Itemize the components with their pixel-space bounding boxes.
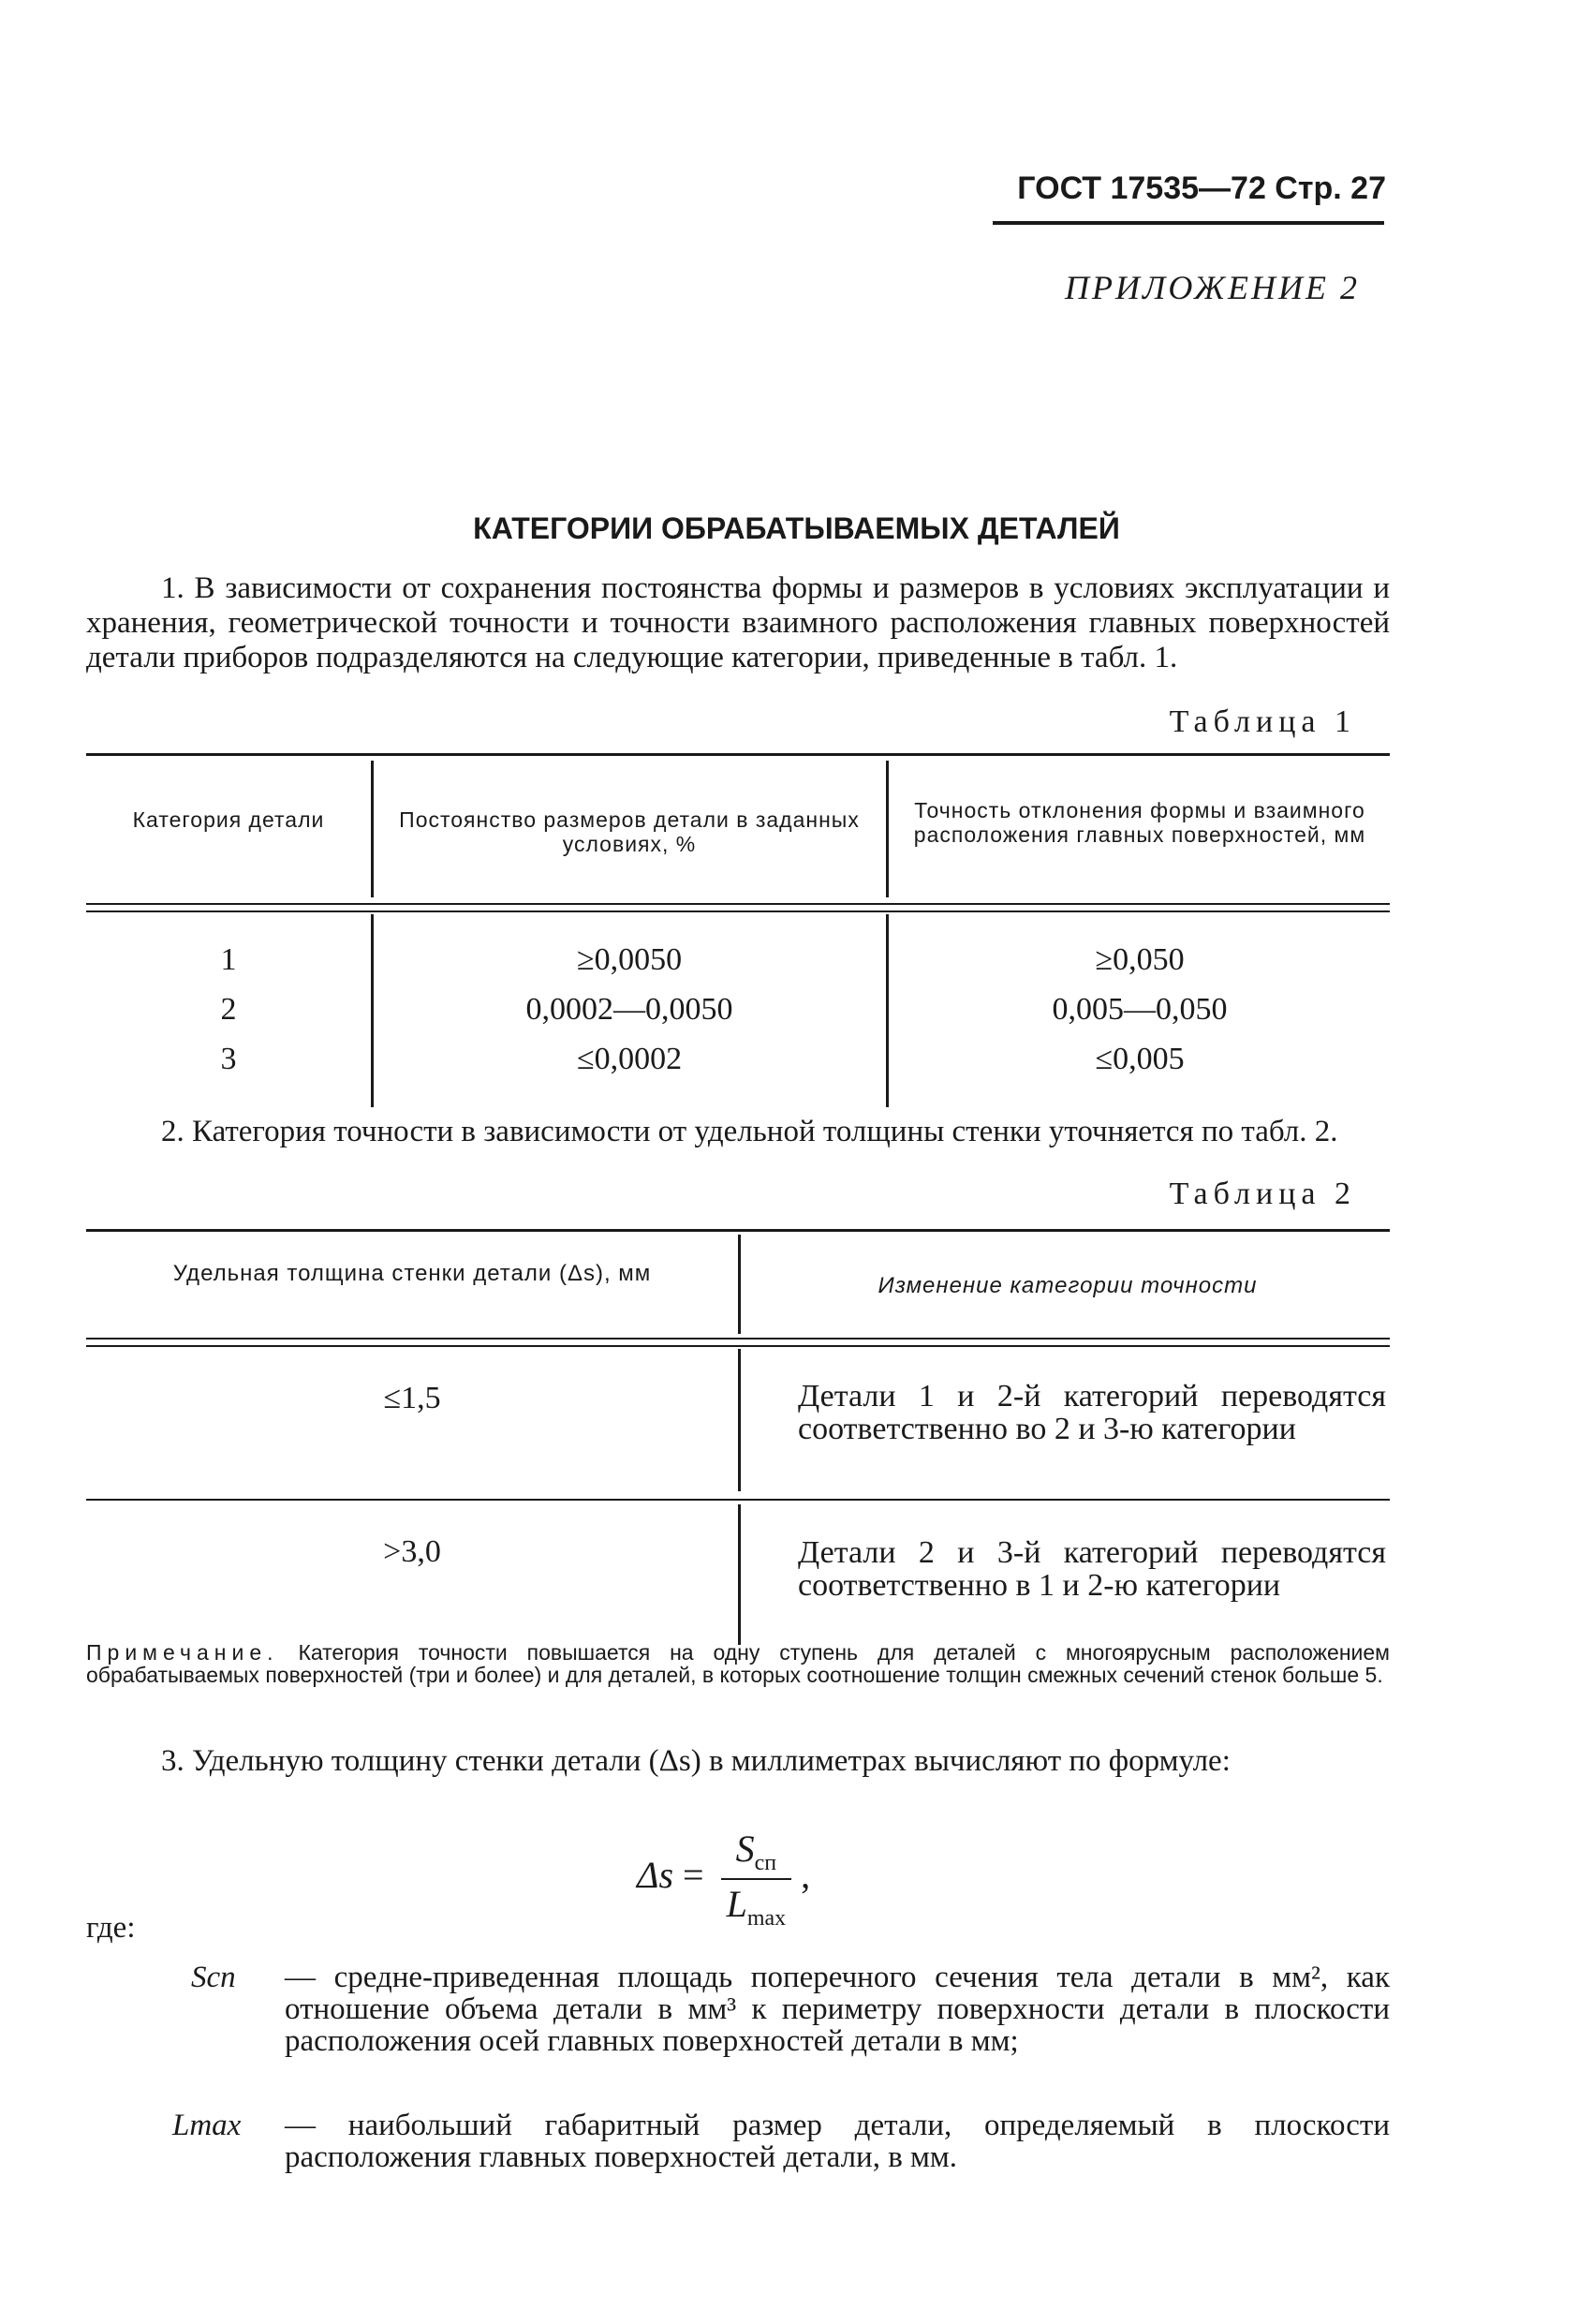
table2-header-change: Изменение категории точности <box>878 1273 1258 1298</box>
table2-cell-change: Детали 2 и 3-й категорий переводятся соответственно в 1 и 2-ю категории <box>798 1535 1386 1603</box>
definition-symbol: Sсп <box>191 1961 236 1994</box>
table2-header-rule-a <box>86 1338 1390 1340</box>
formula <box>637 1827 810 1932</box>
table1-cell: 0,005—0,050 <box>1052 992 1228 1027</box>
table2-note <box>86 1641 1390 1686</box>
formula-comma: , <box>801 1854 811 1897</box>
table1-caption: Таблица 1 <box>1169 704 1356 739</box>
table2-header-divider <box>738 1235 741 1334</box>
table1-header-divider-1 <box>371 761 374 897</box>
table2-body-divider-2 <box>738 1504 741 1645</box>
table1-cell: 3 <box>220 1042 237 1076</box>
table1-cell: 2 <box>220 992 237 1027</box>
table1-header-divider-2 <box>886 761 889 897</box>
note-label: Примечание. <box>86 1640 279 1665</box>
table1-header-precision: Точность отклонения формы и взаимного расположения главных поверхностей, мм <box>913 798 1366 847</box>
table2-caption: Таблица 2 <box>1169 1177 1356 1211</box>
paragraph-2: 2. Категория точности в зависимости от удельной толщины стенки уточняется по табл. 2. <box>161 1115 1338 1148</box>
definition-text: — средне-приведенная площадь поперечного сечения тела детали в мм², как отношение объема детали в мм³ к периметру поверхности детали в плоскости расположения осей главных поверхностей детали в мм; <box>285 1961 1390 2058</box>
formula-equals: = <box>683 1854 704 1897</box>
table2-top-rule <box>86 1229 1390 1232</box>
definition-symbol: Lmax <box>172 2109 242 2142</box>
table1-cell: ≥0,050 <box>1095 942 1185 977</box>
table2-cell-change: Детали 1 и 2-й категорий переводятся соответственно во 2 и 3-ю категории <box>798 1379 1386 1446</box>
table2-header-rule-b <box>86 1345 1390 1347</box>
table2-cell-thickness: ≤1,5 <box>383 1381 441 1415</box>
formula-fraction <box>721 1827 792 1932</box>
formula-denominator <box>721 1880 792 1932</box>
header-rule <box>993 221 1384 225</box>
table1-header-rule-b <box>86 910 1390 912</box>
formula-numerator <box>721 1827 792 1880</box>
definition-l <box>86 2109 1390 2184</box>
table1-cell: ≤0,0002 <box>576 1042 683 1076</box>
paragraph-1: 1. В зависимости от сохранения постоянства формы и размеров в условиях эксплуатации и хранения, геометрической точности и точности взаимного расположения главных поверхностей детали приборов подразделяются на следующие категории, приведенные в табл. 1. <box>86 571 1390 674</box>
table2-header-thickness: Удельная толщина стенки детали (Δs), мм <box>172 1261 652 1286</box>
table1-header-rule-a <box>86 903 1390 905</box>
table1-header-stability: Постоянство размеров детали в заданных условиях, % <box>399 807 860 856</box>
table1-body-divider-1 <box>371 914 374 1107</box>
note-text: Категория точности повышается на одну ступень для деталей с многоярусным расположением обрабатываемых поверхностей (три и более) и для деталей, в которых соотношение толщин смежных сечений стенок больше 5. <box>86 1640 1390 1687</box>
table1-cell: ≥0,0050 <box>576 942 683 977</box>
table2-cell-thickness: >3,0 <box>383 1534 441 1569</box>
where-label: где: <box>86 1911 136 1945</box>
table1-cell: 1 <box>220 942 237 977</box>
page-header: ГОСТ 17535—72 Стр. 27 <box>1017 170 1386 206</box>
denominator-subscript: max <box>746 1906 787 1931</box>
table2-body-divider-1 <box>738 1349 741 1491</box>
paragraph-3: 3. Удельную толщину стенки детали (Δs) в миллиметрах вычисляют по формуле: <box>161 1744 1231 1778</box>
definition-s <box>86 1961 1390 2111</box>
table1-cell: 0,0002—0,0050 <box>525 992 733 1027</box>
denominator-symbol: L <box>726 1883 747 1925</box>
table1-cell: ≤0,005 <box>1095 1042 1185 1076</box>
section-title: КАТЕГОРИИ ОБРАБАТЫВАЕМЫХ ДЕТАЛЕЙ <box>473 511 1120 545</box>
numerator-subscript: сп <box>754 1851 777 1875</box>
definition-text: — наибольший габаритный размер детали, определяемый в плоскости расположения главных поверхностей детали, в мм. <box>285 2109 1390 2174</box>
formula-lhs: Δs <box>637 1854 674 1897</box>
numerator-symbol: S <box>735 1828 755 1870</box>
table2-row-rule <box>86 1499 1390 1501</box>
table1-top-rule <box>86 753 1390 756</box>
table1-header-category: Категория детали <box>132 807 325 832</box>
appendix-label: ПРИЛОЖЕНИЕ 2 <box>1065 269 1360 306</box>
table1-body-divider-2 <box>886 914 889 1107</box>
